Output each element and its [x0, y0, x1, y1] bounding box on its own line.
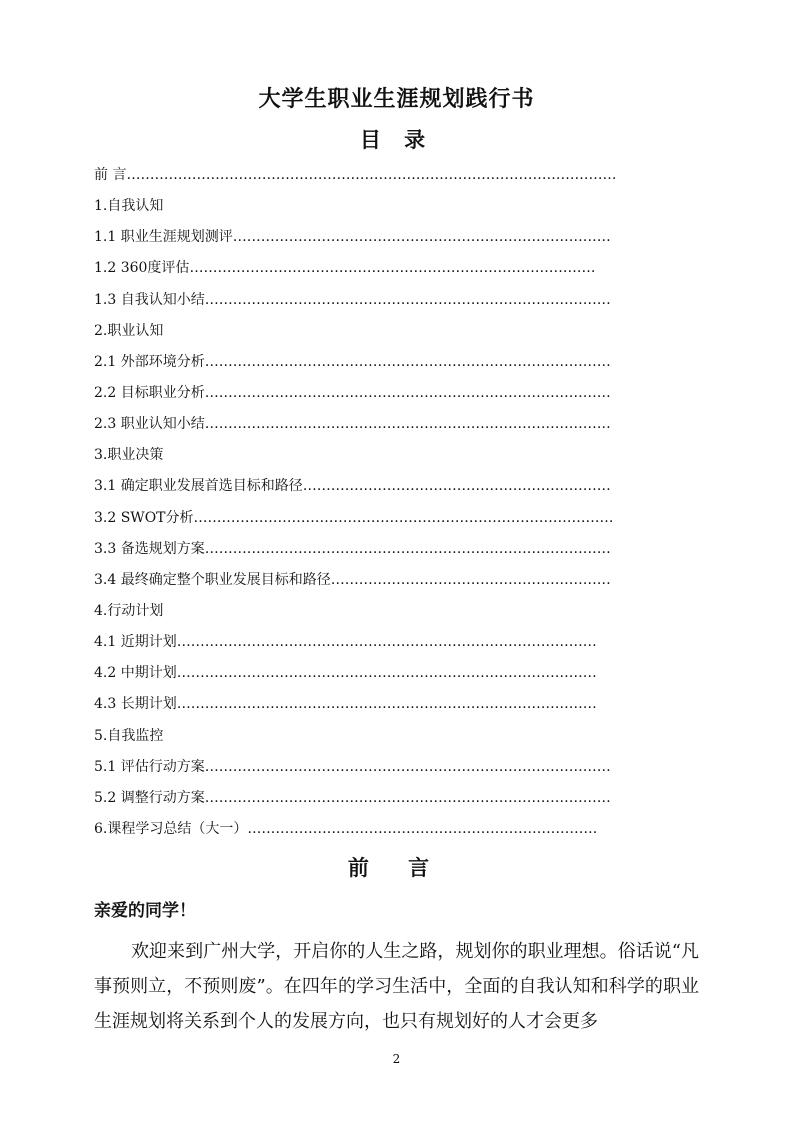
salutation: 亲爱的同学！ — [94, 901, 196, 921]
toc-entry-text: 4.1 近期计划 — [94, 634, 177, 651]
toc-entry-text: 2.1 外部环境分析 — [94, 353, 205, 370]
toc-leader-dots: …………………………………………………………………………… — [204, 758, 611, 775]
toc-leader-dots: …………………………………………………………………………… — [189, 260, 596, 277]
preface-paragraph: 欢迎来到广州大学，开启你的人生之路，规划你的职业理想。俗话说“凡事预则立，不预则废”。在四年的学习生活中，全面的自我认知和科学的职业生涯规划将关系到个人的发展方向，也只有规划好的人才会更多 — [94, 941, 699, 1032]
toc-leader-dots: …………………………………………………………………………… — [204, 416, 611, 433]
toc-entry[interactable] — [94, 814, 694, 845]
toc-entry[interactable] — [94, 316, 694, 347]
toc-entry[interactable] — [94, 783, 694, 814]
toc-entry[interactable] — [94, 596, 694, 627]
toc-entry-text: 3.职业决策 — [94, 447, 164, 464]
toc-entry[interactable] — [94, 534, 694, 565]
toc-leader-dots: ……………………………………………………………………………… — [176, 665, 597, 682]
toc-entry-text: 2.3 职业认知小结 — [94, 416, 205, 433]
toc-entry-text: 1.3 自我认知小结 — [94, 291, 205, 308]
toc-entry[interactable] — [94, 627, 694, 658]
toc-leader-dots: …………………………………………………………………………… — [204, 353, 611, 370]
toc-entry-text: 4.3 长期计划 — [94, 696, 177, 713]
toc-entry[interactable] — [94, 409, 694, 440]
table-of-contents — [94, 160, 694, 845]
toc-entry-text: 5.2 调整行动方案 — [94, 789, 205, 806]
toc-leader-dots: …………………………………………………………………………… — [204, 789, 611, 806]
toc-entry-text: 1.2 360度评估 — [94, 260, 190, 277]
toc-leader-dots: ………………………………………………………………… — [247, 820, 598, 837]
toc-entry-text: 2.2 目标职业分析 — [94, 384, 205, 401]
toc-leader-dots: ……………………………………………………………………………… — [193, 509, 614, 526]
toc-entry-text: 前 言 — [94, 167, 127, 183]
preface-heading: 前 言 — [347, 855, 446, 880]
toc-leader-dots: ……………………………………………………………………………… — [176, 634, 597, 651]
toc-entry[interactable] — [94, 471, 694, 502]
toc-entry[interactable] — [94, 285, 694, 316]
toc-entry[interactable] — [94, 160, 694, 191]
toc-entry[interactable] — [94, 440, 694, 471]
toc-leader-dots: …………………………………………………………………………… — [204, 540, 611, 557]
toc-entry[interactable] — [94, 721, 694, 752]
toc-entry[interactable] — [94, 752, 694, 783]
toc-entry-text: 2.职业认知 — [94, 322, 164, 339]
toc-entry[interactable] — [94, 347, 694, 378]
toc-title: 目 录 — [359, 127, 434, 152]
toc-entry[interactable] — [94, 565, 694, 596]
toc-leader-dots: ………………………………………………………… — [302, 478, 611, 495]
toc-entry[interactable] — [94, 658, 694, 689]
toc-leader-dots: …………………………………………………………………………… — [204, 384, 611, 401]
toc-entry[interactable] — [94, 253, 694, 284]
page-number: 2 — [392, 1052, 401, 1066]
toc-entry[interactable] — [94, 503, 694, 534]
toc-entry-text: 1.自我认知 — [94, 198, 164, 215]
toc-entry[interactable] — [94, 191, 694, 222]
toc-entry-text: 3.2 SWOT分析 — [94, 509, 194, 526]
toc-entry-text: 4.2 中期计划 — [94, 665, 177, 682]
toc-entry[interactable] — [94, 222, 694, 253]
toc-leader-dots: ……………………………………………………………………… — [232, 229, 611, 246]
toc-leader-dots: …………………………………………………………………………………………… — [126, 167, 617, 183]
toc-entry-text: 3.4 最终确定整个职业发展目标和路径 — [94, 571, 331, 588]
toc-entry-text: 6.课程学习总结（大一） — [94, 820, 248, 837]
toc-entry-text: 3.1 确定职业发展首选目标和路径 — [94, 478, 303, 495]
document-title: 大学生职业生涯规划践行书 — [258, 86, 535, 112]
toc-leader-dots: ……………………………………………………………………………… — [176, 696, 597, 713]
toc-leader-dots: …………………………………………………………………………… — [204, 291, 611, 308]
toc-entry-text: 1.1 职业生涯规划测评 — [94, 229, 233, 246]
toc-entry-text: 5.1 评估行动方案 — [94, 758, 205, 775]
toc-entry-text: 5.自我监控 — [94, 727, 164, 744]
toc-leader-dots: …………………………………………………… — [330, 571, 611, 588]
toc-entry-text: 4.行动计划 — [94, 602, 164, 619]
toc-entry[interactable] — [94, 689, 694, 720]
toc-entry[interactable] — [94, 378, 694, 409]
toc-entry-text: 3.3 备选规划方案 — [94, 540, 205, 557]
